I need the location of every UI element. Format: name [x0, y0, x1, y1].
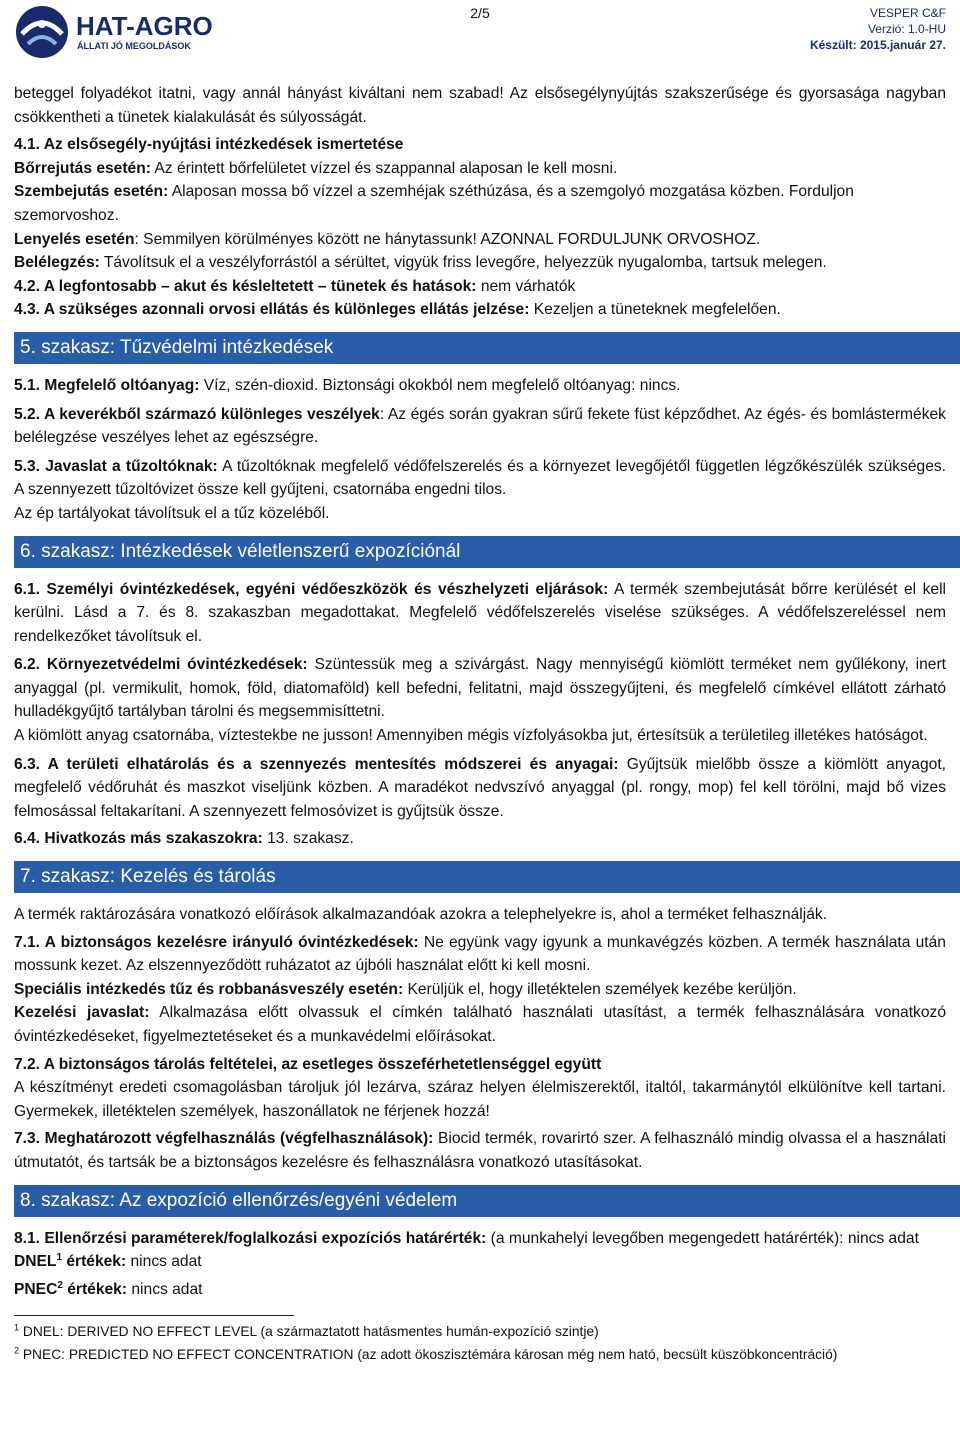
section-8-header: 8. szakasz: Az expozíció ellenőrzés/egyéni védelem — [14, 1185, 960, 1217]
p-pnec: PNEC$^2$ értékek: nincs adat — [14, 1279, 203, 1298]
p-6-3: 6.3. A területi elhatárolás és a szennyezés mentesítés módszerei és anyagai: Gyűjtsük mielőbb össze a kiömlött anyagot, megfelelő védőruhát és maszkot viseljünk közben. A maradékot nedvszívó anyaggal (pl. rongy, mop) fel kell törölni, majd bő vizes felmosással feltakarítani. A szennyezett felmosóvizet is gyűjtsük össze. — [14, 755, 946, 820]
p-7-handling: Kezelési javaslat: Alkalmazása előtt olvassuk el címkén található használati utasítást, a termék felhasználására vonatkozó óvintézkedéseket, figyelmeztetéseket és a munkavédelmi előírásokat. — [14, 1004, 946, 1045]
p-6-2: 6.2. Környezetvédelmi óvintézkedések: Szüntessük meg a szivárgást. Nagy mennyiségű kiömlött terméket nem gyűlékony, inert anyaggal (pl. vermikulit, homok, föld, diatomaföld) kell befedni, felitatni, majd összegyűjteni, és megfelelő címkével ellátott zárható hulladékgyűjtő tartályban tárolni és megsemmisíttetni. — [14, 656, 946, 721]
p-7-2b: A készítményt eredeti csomagolásban tároljuk jól lezárva, száraz helyen élelmiszerektől, italtól, takarmánytól elkülönítve kell tartani. Gyermekek, illetéktelen személyek, haszonállatok ne férjenek hozzá! — [14, 1079, 946, 1120]
page-header — [0, 0, 960, 62]
p-5-3: 5.3. Javaslat a tűzoltóknak: A tűzoltóknak megfelelő védőfelszerelés és a környezet levegőjétől független légzőkészülék szükséges. A szennyezett tűzoltóvizet össze kell gyűjteni, csatornába engedni tilos. — [14, 457, 946, 499]
p-4-2: 4.2. A legfontosabb – akut és késleltetett – tünetek és hatások: nem várhatók — [14, 277, 576, 295]
document-body — [14, 82, 946, 1366]
p-6-4: 6.4. Hivatkozás más szakaszokra: 13. szakasz. — [14, 830, 354, 848]
footnote-2: $^2$ PNEC: PREDICTED NO EFFECT CONCENTRATION (az adott ökoszisztémára károsan még nem ható, becsült küszöbkoncentráció) — [14, 1345, 838, 1363]
p-eye: Szembejutás esetén: Alaposan mossa bő vízzel a szemhéjak széthúzása, és a szemgolyó mozgatása közben. Forduljon szemorvoshoz. — [14, 183, 854, 224]
p-4-3: 4.3. A szükséges azonnali orvosi ellátás és különleges ellátás jelzése: Kezeljen a tüneteknek megfelelően. — [14, 301, 781, 319]
p-skin: Bőrrejutás esetén: Az érintett bőrfelületet vízzel és szappannal alaposan le kell mosni. — [14, 159, 618, 177]
p-4-1: 4.1. Az elsősegély-nyújtási intézkedések ismertetése — [14, 136, 404, 154]
p-5-3b: Az ép tartályokat távolítsuk el a tűz közeléből. — [14, 504, 330, 522]
product-name: VESPER C&F — [869, 6, 946, 20]
section-7-header: 7. szakasz: Kezelés és tárolás — [14, 861, 960, 893]
p-6-2b: A kiömlött anyag csatornába, víztestekbe ne jusson! Amennyiben mégis vízfolyásokba jut, értesítsük a területileg illetékes hatóságot. — [14, 727, 928, 745]
section-5-header: 5. szakasz: Tűzvédelmi intézkedések — [14, 332, 960, 364]
document-meta — [810, 5, 946, 53]
version: Verzió: 1.0-HU — [867, 22, 946, 36]
p-inhale: Belélegzés: Távolítsuk el a veszélyforrástól a sérültet, vigyük friss levegőre, helyezzük nyugalomba, tartsuk melegen. — [14, 254, 827, 272]
footnote-1: $^1$ DNEL: DERIVED NO EFFECT LEVEL (a származtatott hatásmentes humán-expozíció szintje) — [14, 1322, 599, 1340]
logo-slogan: ÁLLATI JÓ MEGOLDÁSOK — [77, 41, 191, 51]
created-date: Készült: 2015.január 27. — [809, 38, 946, 52]
p-5-1: 5.1. Megfelelő oltóanyag: Víz, szén-dioxid. Biztonsági okokból nem megfelelő oltóanyag: nincs. — [14, 376, 681, 394]
p-5-2: 5.2. A keverékből származó különleges veszélyek: Az égés során gyakran sűrű fekete füst képződhet. Az égés- és bomlástermékek belélegzése veszélyes lehet az egészségre. — [14, 405, 946, 447]
p-7-intro: A termék raktározására vonatkozó előírások alkalmazandóak azokra a telephelyekre is, ahol a terméket felhasználják. — [14, 906, 828, 924]
p-7-special: Speciális intézkedés tűz és robbanásveszély esetén: Kerüljük el, hogy illetéktelen személyek kezébe kerüljön. — [14, 980, 797, 998]
p-8-1: 8.1. Ellenőrzési paraméterek/foglalkozási expozíciós határérték: (a munkahelyi levegőben megengedett határérték): nincs adat — [14, 1229, 919, 1247]
p-6-1: 6.1. Személyi óvintézkedések, egyéni védőeszközök és vészhelyzeti eljárások: A termék szembejutását bőrre kerülését el kell kerülni. Lásd a 7. és 8. szakaszban megadottakat. Megfelelő védőfelszerelés viselése szükséges. A védőfelszereléssel nem rendelkezőket távolítsuk el. — [14, 580, 947, 645]
logo-text: HAT-AGRO — [76, 11, 213, 41]
p-7-3: 7.3. Meghatározott végfelhasználás (végfelhasználások): Biocid termék, rovarirtó szer. A felhasználó mindig olvassa el a használati útmutatót, és tartsák be a biztonságos kezelésre és felhasználásra vonatkozó utasításokat. — [14, 1130, 946, 1171]
p-ingest: Lenyelés esetén: Semmilyen körülményes között ne hánytassunk! AZONNAL FORDULJUNK ORVOSHOZ. — [14, 230, 761, 248]
intro-paragraph: beteggel folyadékot itatni, vagy annál hányást kiváltani nem szabad! Az elsősegélynyújtás szakszerűsége és gyorsasága nagyban csökkentheti a tünetek kialakulását és súlyosságát. — [14, 85, 946, 126]
page-number: 2/5 — [470, 5, 490, 21]
section-6-header: 6. szakasz: Intézkedések véletlenszerű expozíciónál — [14, 536, 960, 568]
p-dnel: DNEL$^1$ értékek: nincs adat — [14, 1251, 202, 1271]
p-7-1: 7.1. A biztonságos kezelésre irányuló óvintézkedések: Ne együnk vagy igyunk a munkavégzés közben. A termék használata után mossunk kezet. Az elszennyeződött ruházatot az újbóli használat előtt ki kell mosni. — [14, 933, 946, 975]
p-7-2: 7.2. A biztonságos tárolás feltételei, az esetleges összeférhetetlenséggel együtt — [14, 1055, 602, 1073]
